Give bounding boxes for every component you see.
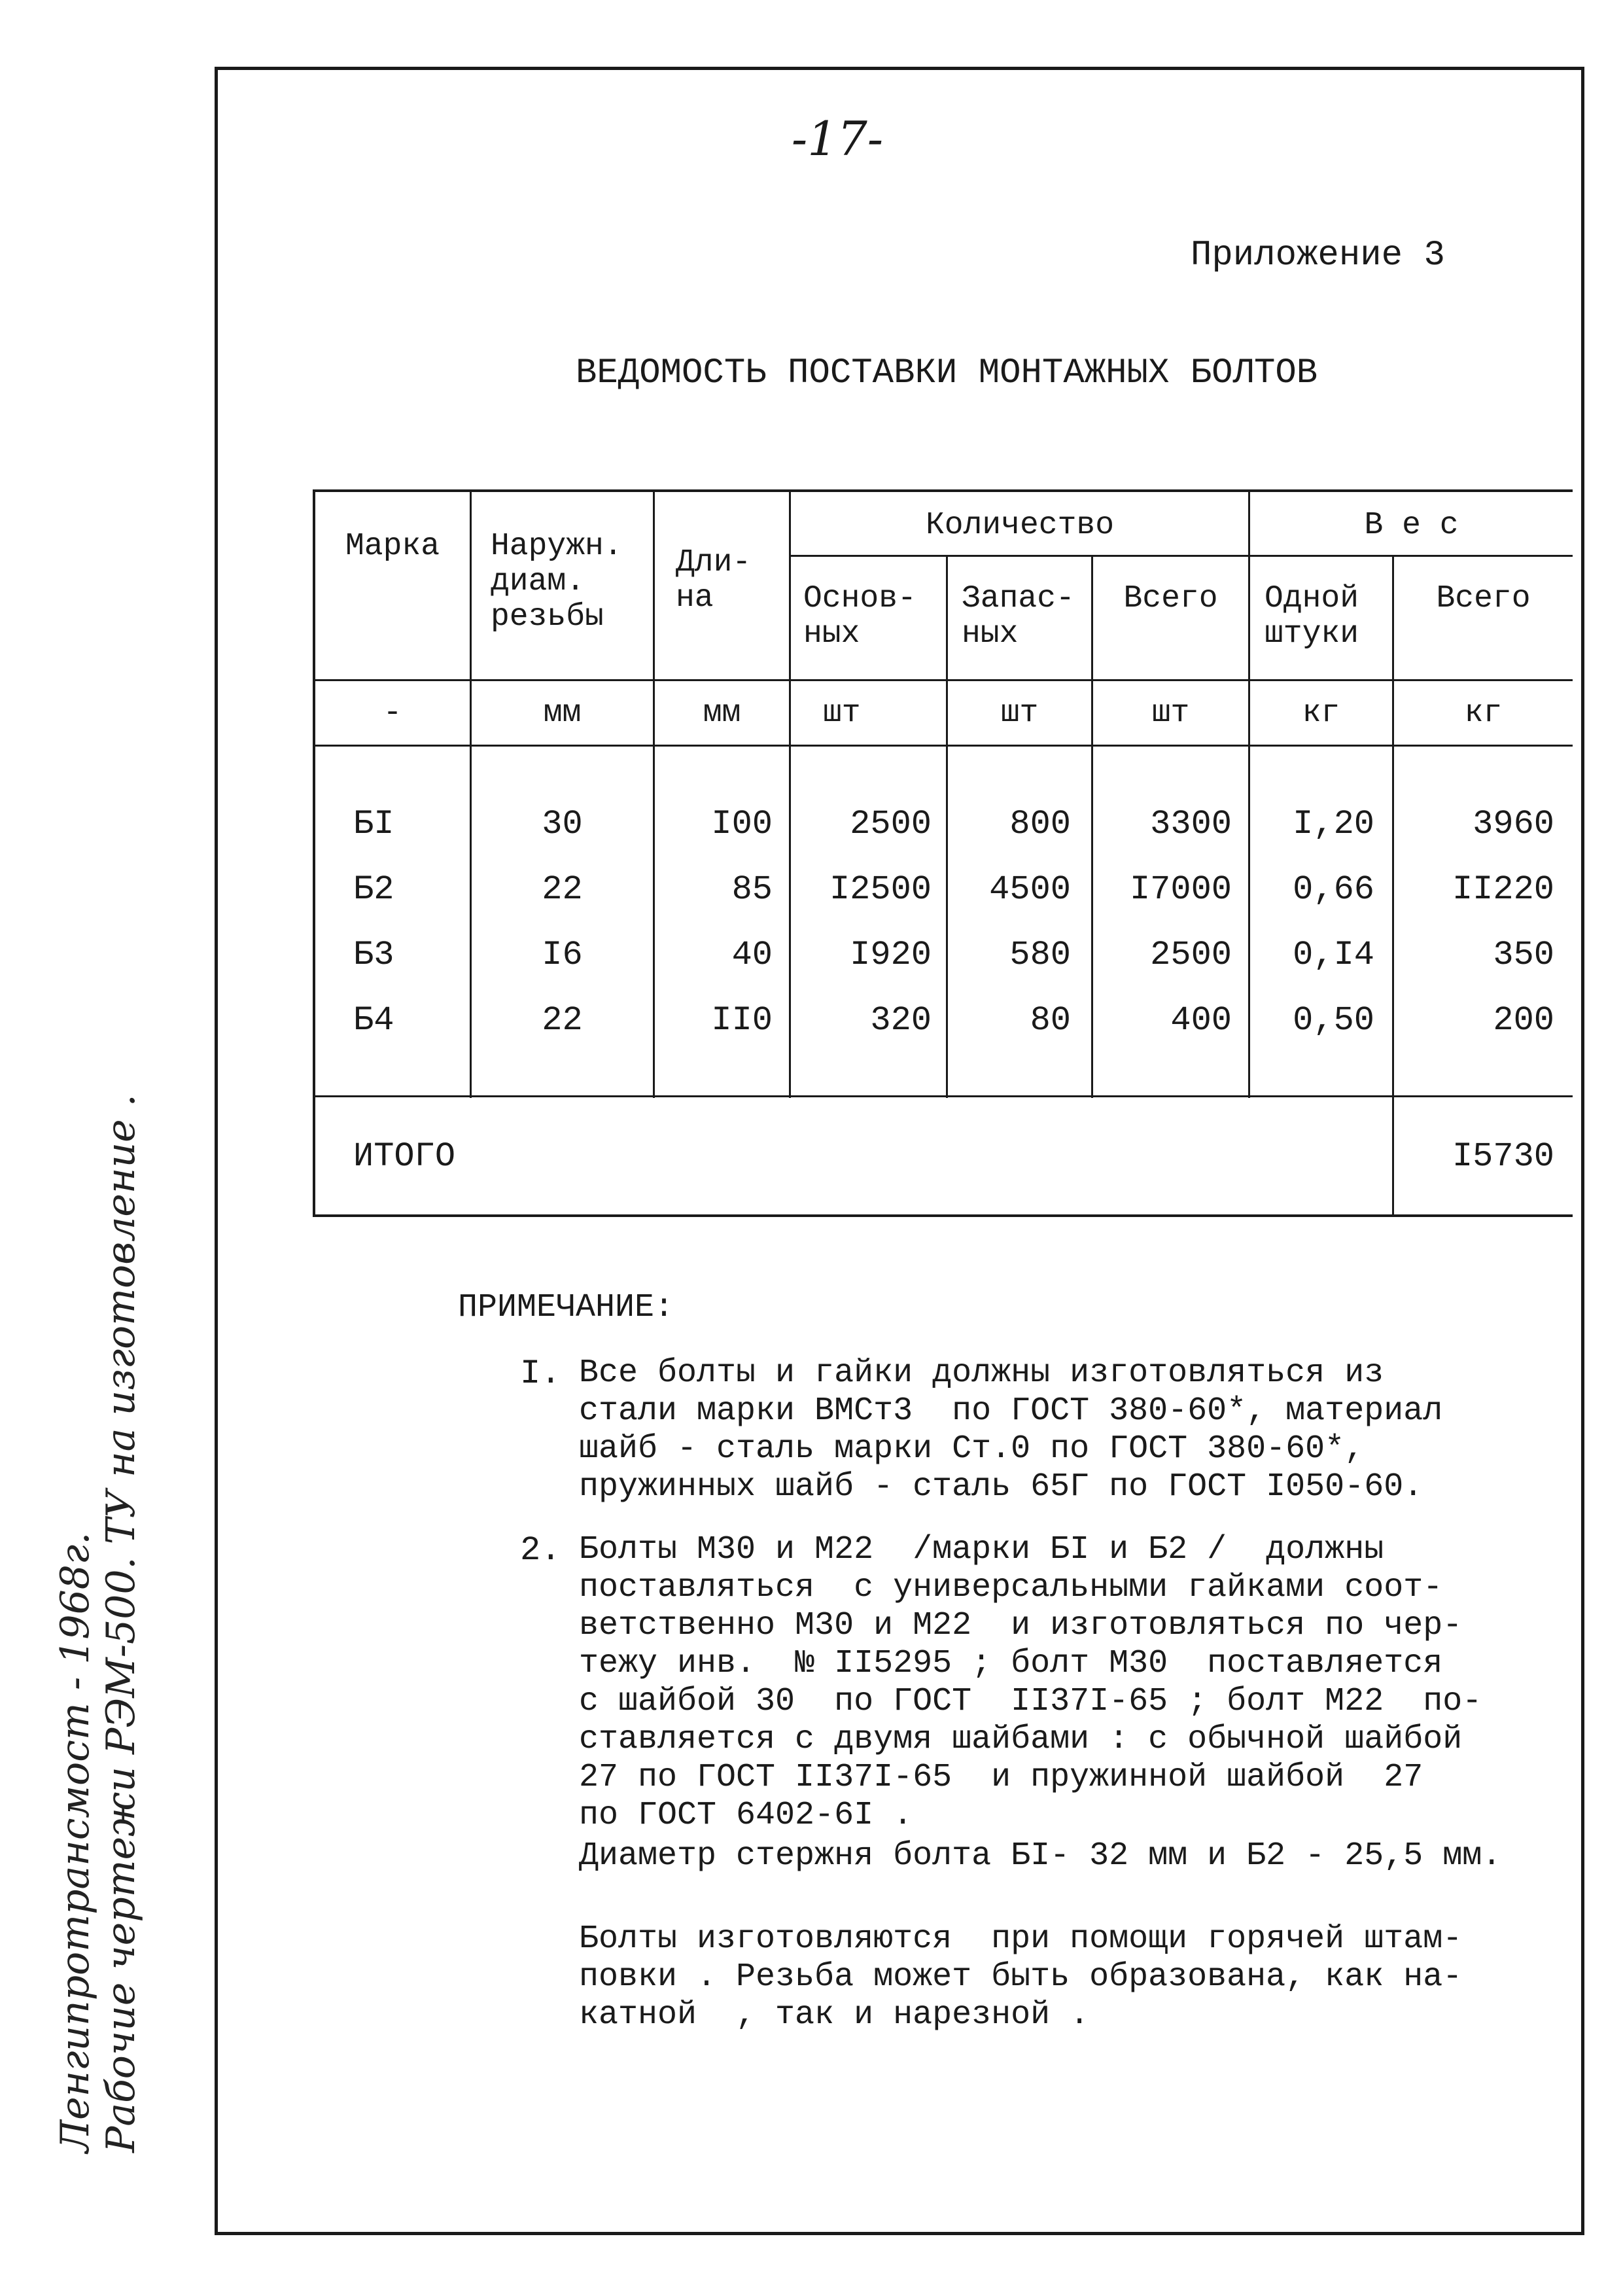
- unit-cell: мм: [703, 696, 741, 731]
- side-note-handwritten: Рабочие чертежи РЭМ-500. ТУ на изготовление .: [98, 1094, 144, 2153]
- total-value: I5730: [1452, 1137, 1554, 1176]
- unit-cell: кг: [1464, 696, 1503, 731]
- cell-weight-one: 0,I4: [1293, 936, 1374, 974]
- document-title: ВЕДОМОСТЬ ПОСТАВКИ МОНТАЖНЫХ БОЛТОВ: [576, 353, 1318, 393]
- header-mark: Марка: [345, 529, 440, 564]
- cell-total: 3300: [1150, 805, 1232, 843]
- total-top-rule: [313, 1095, 1573, 1097]
- cell-diameter: 22: [542, 870, 583, 909]
- cell-mark: Б3: [353, 936, 394, 974]
- units-bottom-rule: [313, 745, 1573, 747]
- cell-spare: 800: [1009, 805, 1071, 843]
- header-weight-one: Одной штуки: [1265, 581, 1359, 652]
- group-subheader-rule: [789, 555, 1573, 557]
- table-left-rule: [313, 489, 315, 1217]
- page-number: -17-: [791, 111, 884, 166]
- cell-diameter: 22: [542, 1001, 583, 1040]
- note-text: Болты М30 и М22 /марки БI и Б2 / должны поставляться с универсальными гайками соот- ветственно М30 и М22 и изготовляться по чер- тежу инв. № II5295 ; болт М30 поставляется с шайбой 30 по ГОСТ II37I-65 ; болт М22 по- ставляется с двумя шайбами : с обычной шайбой 27 по ГОСТ II37I-65 и пружинной шайбой 27 по ГОСТ 6402-6I .: [579, 1531, 1482, 1834]
- note-number: 2.: [520, 1531, 561, 1570]
- cell-total: 2500: [1150, 936, 1232, 974]
- cell-total: I7000: [1129, 870, 1232, 909]
- header-quantity-group: Количество: [925, 508, 1115, 543]
- unit-cell: шт: [1151, 696, 1190, 731]
- header-weight-total: Всего: [1436, 581, 1531, 616]
- cell-diameter: 30: [542, 805, 583, 843]
- notes-heading: ПРИМЕЧАНИЕ:: [458, 1289, 674, 1326]
- cell-weight-total: 350: [1493, 936, 1554, 974]
- note-paragraph: Диаметр стержня болта БI- 32 мм и Б2 - 25,5 мм.: [579, 1837, 1502, 1875]
- header-length: Дли- на: [676, 545, 752, 616]
- table-top-rule: [313, 489, 1573, 492]
- cell-length: I00: [711, 805, 773, 843]
- header-qty-total: Всего: [1123, 581, 1218, 616]
- header-main: Основ- ных: [803, 581, 916, 652]
- unit-cell: шт: [1000, 696, 1039, 731]
- unit-cell: шт: [823, 696, 861, 731]
- cell-weight-one: I,20: [1293, 805, 1374, 843]
- table-bottom-rule: [313, 1214, 1573, 1217]
- cell-main: I920: [850, 936, 932, 974]
- cell-spare: 580: [1009, 936, 1071, 974]
- cell-length: 85: [731, 870, 773, 909]
- cell-weight-one: 0,50: [1293, 1001, 1374, 1040]
- bolt-supply-table: [313, 489, 1573, 1217]
- header-spare: Запас- ных: [962, 581, 1075, 652]
- cell-mark: Б2: [353, 870, 394, 909]
- cell-weight-one: 0,66: [1293, 870, 1374, 909]
- cell-mark: БI: [353, 805, 394, 843]
- note-paragraph: Болты изготовляются при помощи горячей штам- повки . Резьба может быть образована, как на- катной , так и нарезной .: [579, 1920, 1463, 2034]
- cell-diameter: I6: [542, 936, 583, 974]
- cell-main: 2500: [850, 805, 932, 843]
- unit-cell: кг: [1302, 696, 1340, 731]
- header-bottom-rule: [313, 679, 1573, 681]
- cell-spare: 80: [1030, 1001, 1071, 1040]
- appendix-label: Приложение 3: [1191, 236, 1445, 275]
- cell-mark: Б4: [353, 1001, 394, 1040]
- note-number: I.: [520, 1354, 561, 1393]
- unit-cell: -: [383, 696, 402, 731]
- cell-weight-total: II220: [1452, 870, 1554, 909]
- header-weight-group: В е с: [1364, 508, 1459, 543]
- cell-total: 400: [1170, 1001, 1232, 1040]
- cell-main: 320: [870, 1001, 932, 1040]
- cell-spare: 4500: [989, 870, 1071, 909]
- side-note-handwritten: Ленгипротрансмост - 1968г.: [52, 1532, 98, 2153]
- cell-length: II0: [711, 1001, 773, 1040]
- unit-cell: мм: [543, 696, 582, 731]
- cell-weight-total: 3960: [1473, 805, 1554, 843]
- note-text: Все болты и гайки должны изготовляться из стали марки ВМСт3 по ГОСТ 380-60*, материал шайб - сталь марки Ст.0 по ГОСТ 380-60*, пружинных шайб - сталь 65Г по ГОСТ I050-60.: [579, 1354, 1443, 1506]
- cell-length: 40: [731, 936, 773, 974]
- header-diameter: Наружн. диам. резьбы: [491, 529, 623, 635]
- cell-main: I2500: [829, 870, 932, 909]
- cell-weight-total: 200: [1493, 1001, 1554, 1040]
- total-label: ИТОГО: [353, 1137, 456, 1176]
